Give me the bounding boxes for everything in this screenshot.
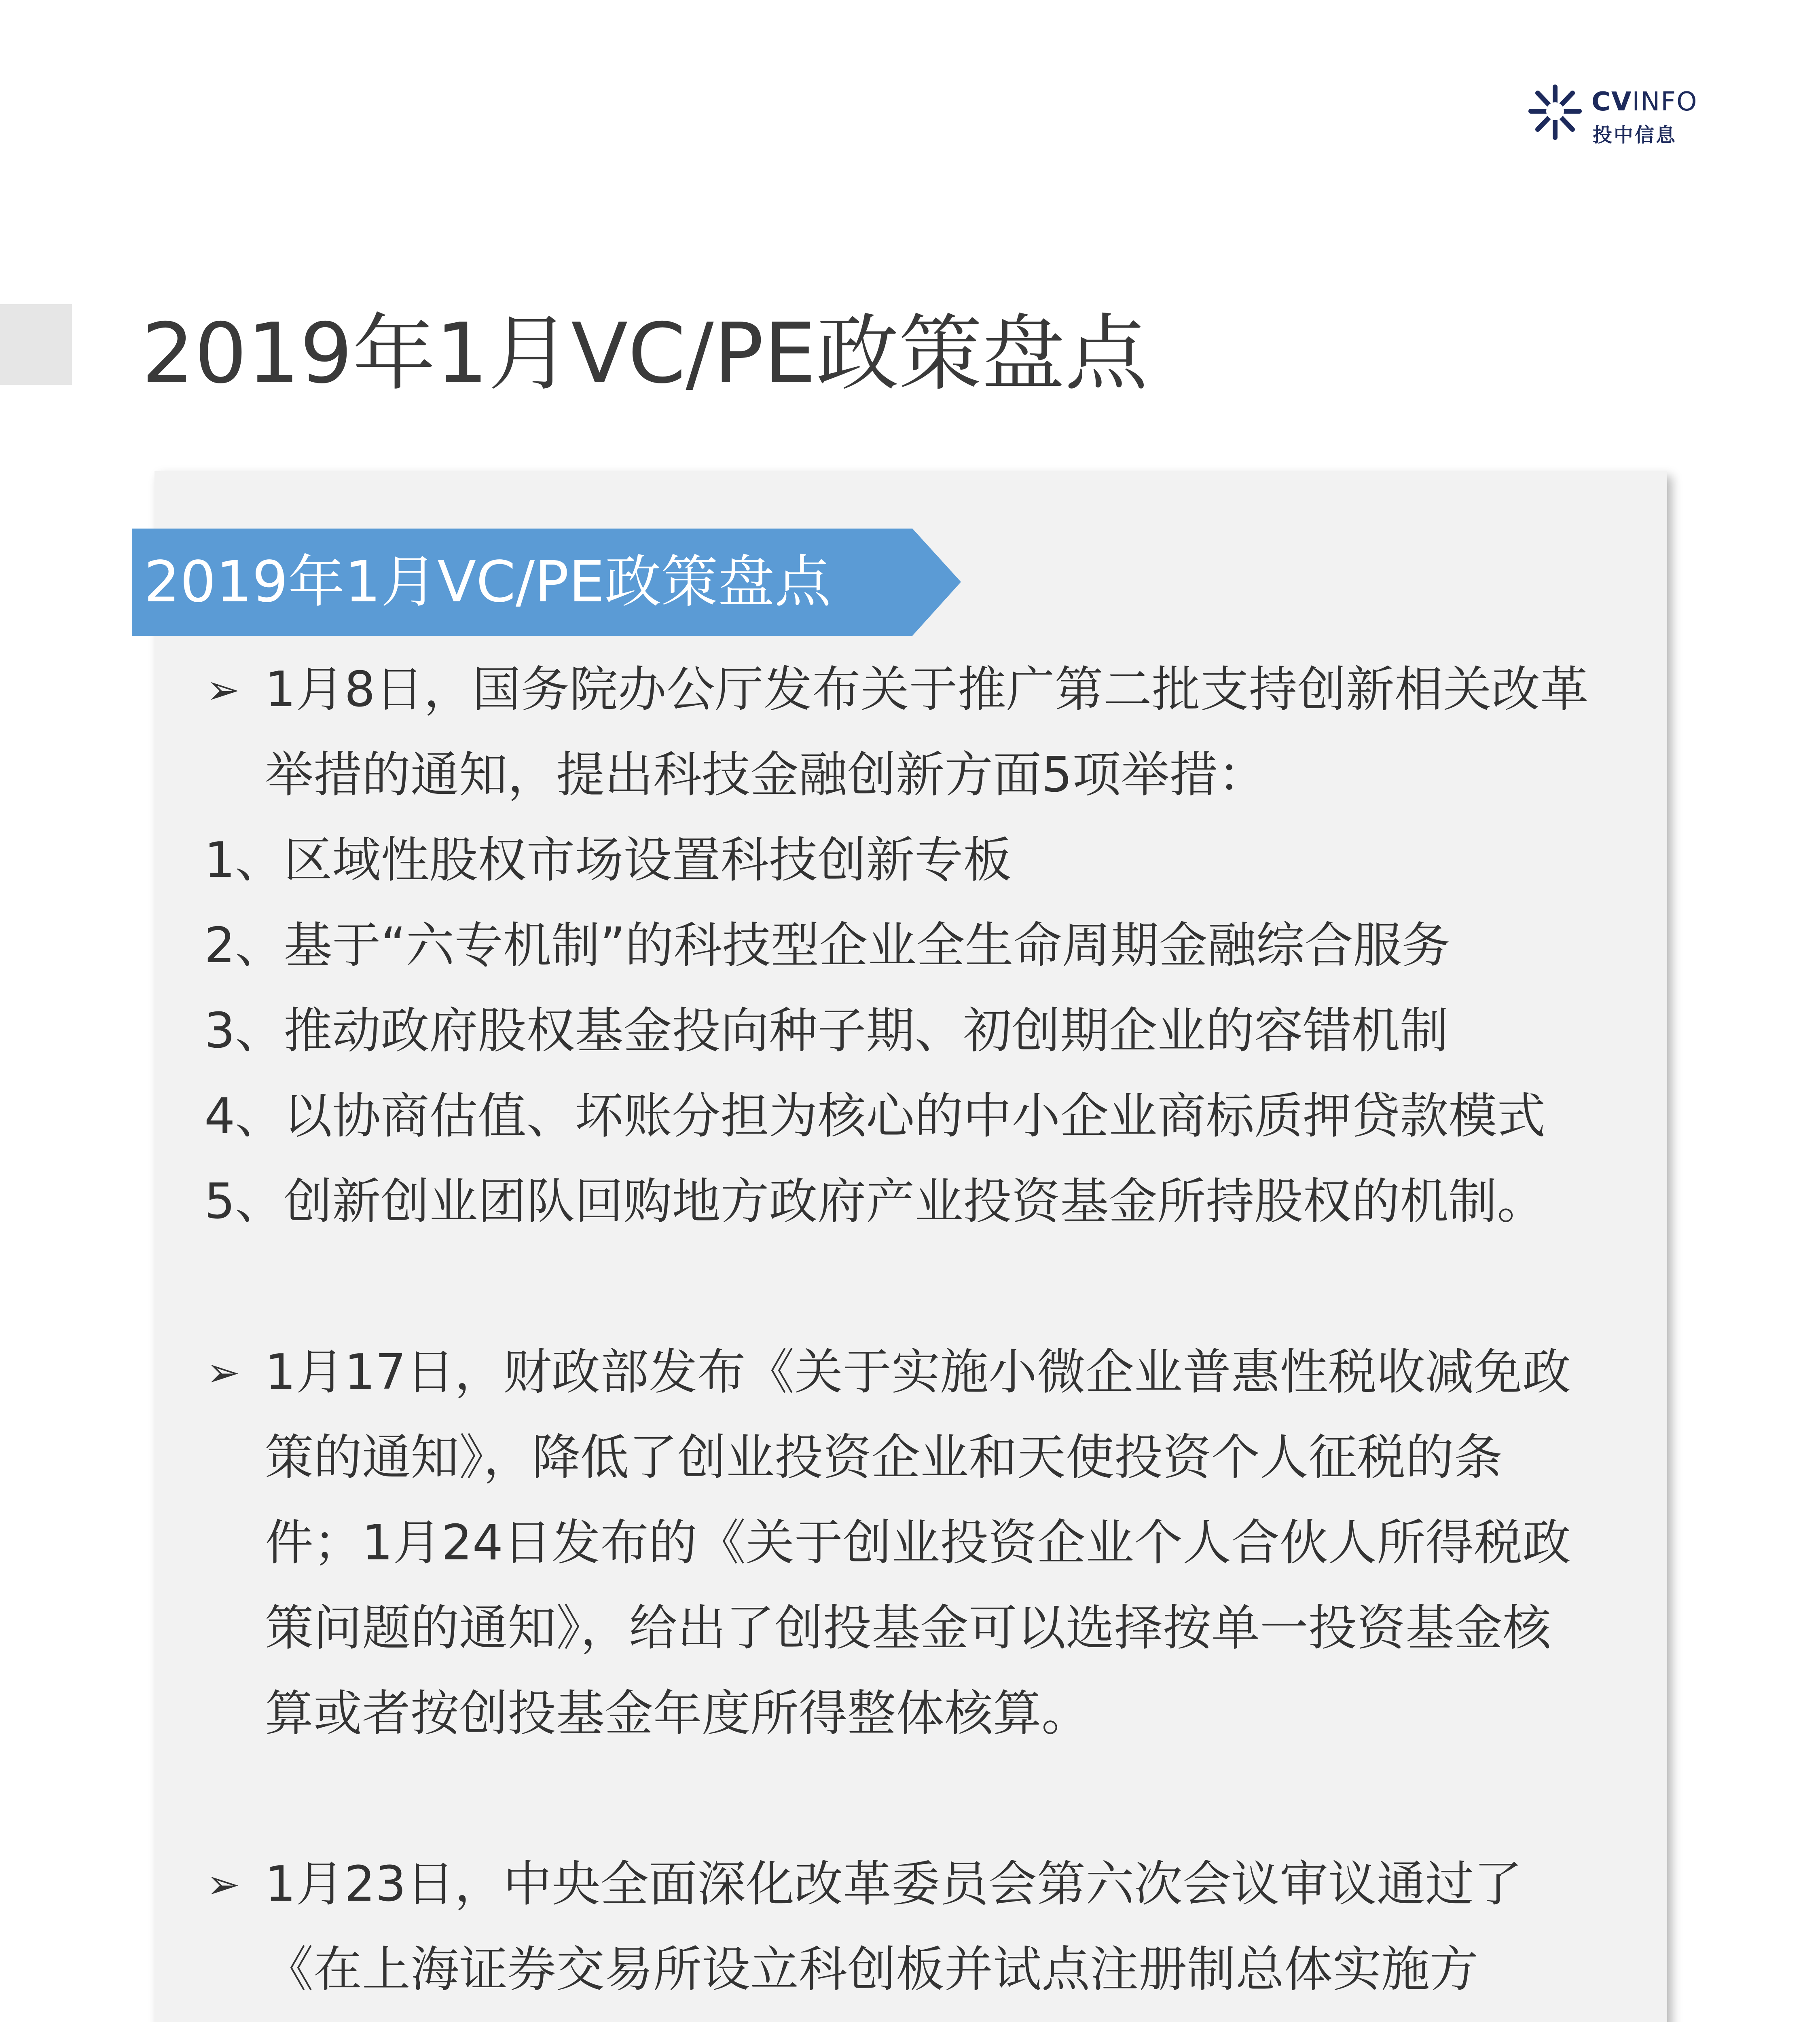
policy-item-2 [198,1330,1594,1756]
list-item: 3、推动政府股权基金投向种子期、初创期企业的容错机制 [204,1003,1449,1059]
logo-wordmark-en: CVINFO [1591,87,1698,117]
heading-accent-bar [0,304,72,385]
policy-item-1-text: 1月8日，国务院办公厅发布关于推广第二批支持创新相关改革举措的通知，提出科技金融创新方面5项举措： [265,662,1589,803]
company-logo [1525,83,1715,148]
arrow-bullet-icon: ➢ [206,666,240,713]
page-title: 2019年1月VC/PE政策盘点 [142,306,1148,402]
policy-item-3 [198,1842,1594,2022]
list-item: 1、区域性股权市场设置科技创新专板 [204,832,1012,888]
policy-item-1 [198,647,1594,818]
list-item: 5、创新创业团队回购地方政府产业投资基金所持股权的机制。 [204,1174,1546,1230]
banner-label: 2019年1月VC/PE政策盘点 [144,549,831,615]
list-item: 4、以协商估值、坏账分担为核心的中小企业商标质押贷款模式 [204,1088,1546,1144]
measure-list [198,818,1594,1244]
list-item: 2、基于“六专机制”的科技型企业全生命周期金融综合服务 [204,918,1450,974]
arrow-bullet-icon: ➢ [206,1861,240,1908]
policy-item-3-text: 1月23日，中央全面深化改革委员会第六次会议审议通过了《在上海证券交易所设立科创板并试点注册制总体实施方 [265,1856,1523,1998]
arrow-bullet-icon: ➢ [206,1349,240,1396]
policy-item-2-text: 1月17日，财政部发布《关于实施小微企业普惠性税收减免政策的通知》，降低了创业投资企业和天使投资个人征税的条件；1月24日发布的《关于创业投资企业个人合伙人所得税政策问题的通知》，给出了创投基金可以选择按单一投资基金核算或者按创投基金年度所得整体核算。 [265,1344,1571,1742]
logo-wordmark-cn: 投中信息 [1593,124,1677,146]
cvinfo-burst-icon [1525,83,1585,144]
policy-content [198,647,1594,2022]
section-banner [132,529,961,636]
